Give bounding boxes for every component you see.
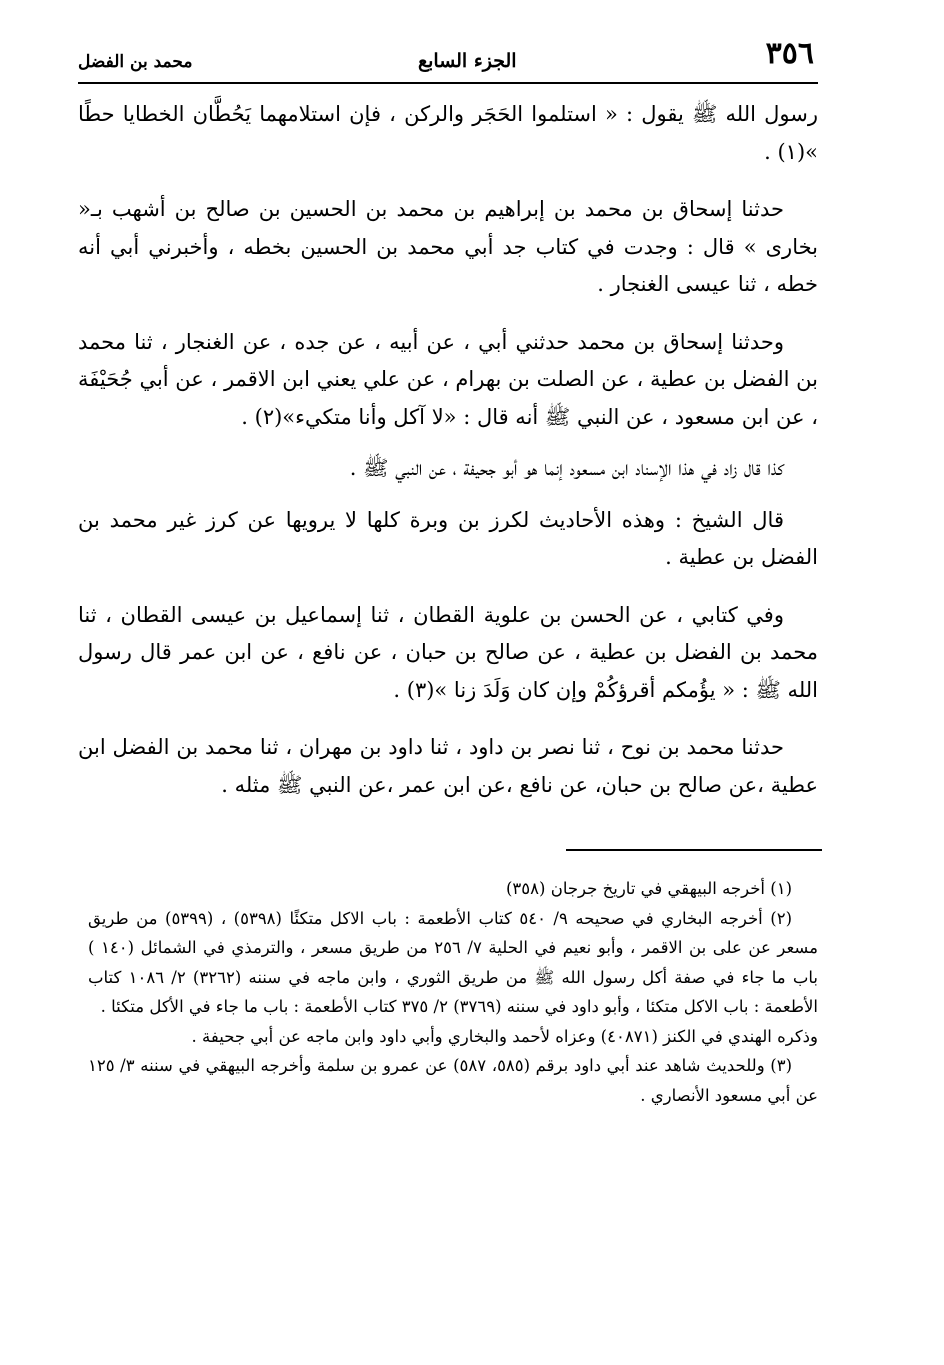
- footnote: (٢) أخرجه البخاري في صحيحه ٩/ ٥٤٠ كتاب الأطعمة : باب الاكل متكئًا (٥٣٩٨) ، (٥٣٩٩) من طريق مسعر عن على بن الاقمر ، وأبو نعيم في الحلية ٧/ ٢٥٦ من طريق مسعر ، والترمذي في الشمائل (١٤٠ ) باب ما جاء في صفة أكل رسول الله ﷺ من طريق الثوري ، وابن ماجه في سننه (٣٢٦٢) ٢/ ١٠٨٦ كتاب الأطعمة : باب الاكل متكئا ، وأبو داود في سننه (٣٧٦٩) ٢/ ٣٧٥ كتاب الأطعمة : باب ما جاء في الأكل متكئا .: [88, 908, 818, 1016]
- running-head-name: محمد بن الفضل: [78, 52, 193, 72]
- page-number: ٣٥٦: [765, 36, 814, 71]
- paragraph: حدثنا إسحاق بن محمد بن إبراهيم بن محمد بن الحسين بن صالح بن أشهب بـ« بخارى » قال : وجدت في كتاب جد أبي محمد بن الحسين بخطه ، وأخبرني أبي أنه خطه ، ثنا عيسى الغنجار .: [78, 197, 818, 296]
- footnote: (٣) وللحديث شاهد عند أبي داود برقم (٥٨٥، ٥٨٧) عن عمرو بن سلمة وأخرجه البيهقي في سننه ٣/ ١٢٥ عن أبي مسعود الأنصاري .: [88, 1056, 818, 1105]
- footnote: وذكره الهندي في الكنز (٤٠٨٧١) وعزاه لأحمد والبخاري وأبي داود وابن ماجه عن أبي جحيفة .: [191, 1026, 818, 1046]
- footnote-rule: [566, 849, 822, 851]
- paragraph: وحدثنا إسحاق بن محمد حدثني أبي ، عن أبيه ، عن جده ، عن الغنجار ، ثنا محمد بن الفضل بن عطية ، عن الصلت بن بهرام ، عن علي يعني ابن الاقمر ، عن أبي جُحَيْفَة ، عن ابن مسعود ، عن النبي ﷺ أنه قال : «لا آكل وأنا متكيء»(٢) .: [78, 329, 818, 429]
- footnotes: [88, 874, 818, 1110]
- paragraph: رسول الله ﷺ يقول : « استلموا الحَجَر والركن ، فإن استلامهما يَحُطَّان الخطايا حطًا »(١) .: [78, 102, 818, 164]
- header-rule: [78, 82, 818, 84]
- main-text: [78, 96, 818, 804]
- paragraph: وفي كتابي ، عن الحسن بن علوية القطان ، ثنا إسماعيل بن عيسى القطان ، ثنا محمد بن الفضل بن عطية ، عن صالح بن حبان ، عن نافع ، عن ابن عمر قال رسول الله ﷺ : « يؤُمكم أقرؤكُمْ وإن كان وَلَدَ زنا »(٣) .: [78, 602, 818, 702]
- footnote: (١) أخرجه البيهقي في تاريخ جرجان (٣٥٨): [505, 879, 792, 898]
- paragraph: قال الشيخ : وهذه الأحاديث لكرز بن وبرة كلها لا يرويها عن كرز غير محمد بن الفضل بن عطية .: [78, 507, 818, 569]
- page-header: [78, 36, 818, 86]
- paragraph: كذا قال زاد في هذا الإسناد ابن مسعود إنما هو أبو جحيفة ، عن النبي ﷺ .: [349, 456, 784, 480]
- paragraph: حدثنا محمد بن نوح ، ثنا نصر بن داود ، ثنا داود بن مهران ، ثنا محمد بن الفضل ابن عطية ،عن صالح بن حبان، عن نافع ،عن ابن عمر ،عن النبي ﷺ مثله .: [78, 735, 818, 797]
- running-head-part: الجزء السابع: [418, 50, 517, 72]
